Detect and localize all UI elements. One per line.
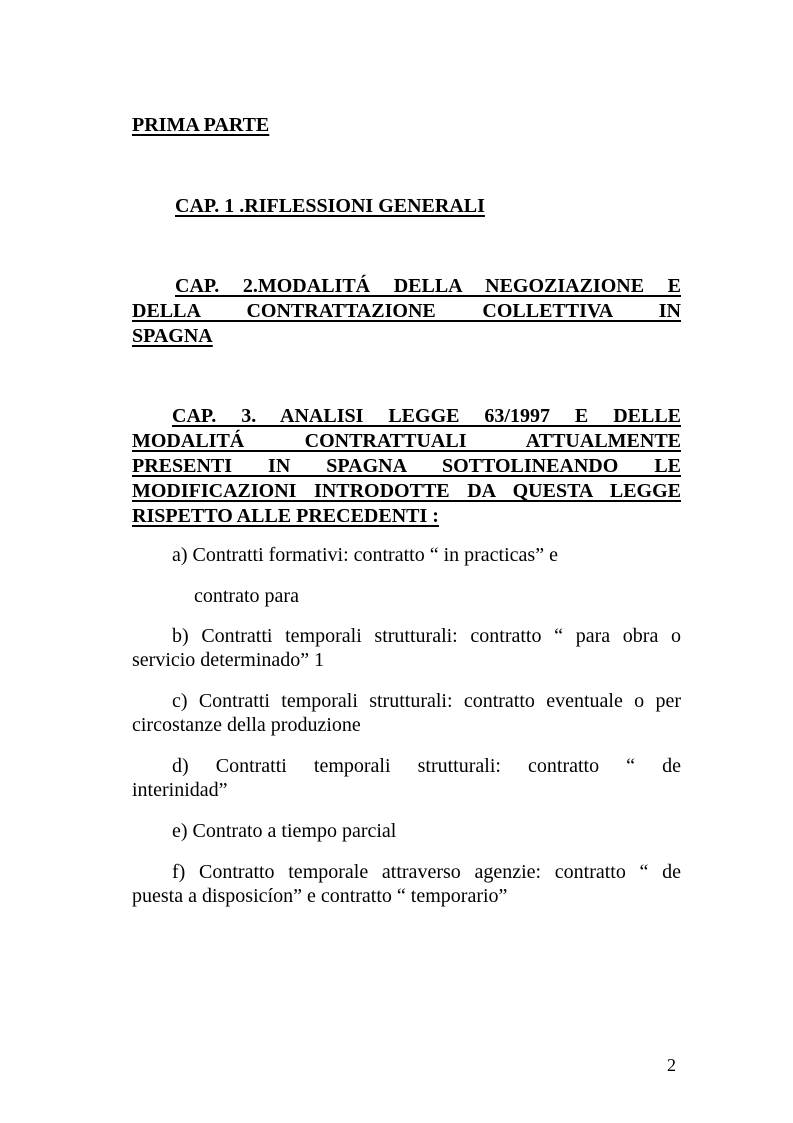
part-title: PRIMA PARTE — [132, 114, 270, 136]
list-item-line: e) Contrato a tiempo parcial — [172, 820, 397, 842]
chapter-3-line: RISPETTO ALLE PRECEDENTI : — [132, 505, 439, 527]
chapter-2-line: CAP. 2.MODALITÁ DELLA NEGOZIAZIONE E — [175, 275, 681, 297]
page-number: 2 — [667, 1055, 676, 1075]
chapter-3-line: MODALITÁ CONTRATTUALI ATTUALMENTE — [132, 430, 681, 452]
list-item-line: f) Contratto temporale attraverso agenzie: contratto “ de — [172, 861, 681, 883]
list-item-line: circostanze della produzione — [132, 714, 361, 736]
chapter-1-heading: CAP. 1 .RIFLESSIONI GENERALI — [175, 195, 485, 217]
list-item-line: a) Contratti formativi: contratto “ in practicas” e — [172, 544, 558, 566]
chapter-2-line: SPAGNA — [132, 325, 213, 347]
chapter-3-line: CAP. 3. ANALISI LEGGE 63/1997 E DELLE — [172, 405, 681, 427]
list-item-line: d) Contratti temporali strutturali: contratto “ de — [172, 755, 681, 777]
chapter-3-line: PRESENTI IN SPAGNA SOTTOLINEANDO LE — [132, 455, 681, 477]
list-item-line: b) Contratti temporali strutturali: contratto “ para obra o — [172, 625, 681, 647]
list-item-line: servicio determinado” 1 — [132, 649, 325, 671]
chapter-3-line: MODIFICAZIONI INTRODOTTE DA QUESTA LEGGE — [132, 480, 681, 502]
list-item-line: puesta a disposicíon” e contratto “ temporario” — [132, 885, 508, 907]
list-item-line: c) Contratti temporali strutturali: contratto eventuale o per — [172, 690, 681, 712]
list-item-line: interinidad” — [132, 779, 228, 801]
list-item-line: contrato para — [194, 585, 299, 607]
chapter-2-line: DELLA CONTRATTAZIONE COLLETTIVA IN — [132, 300, 681, 322]
